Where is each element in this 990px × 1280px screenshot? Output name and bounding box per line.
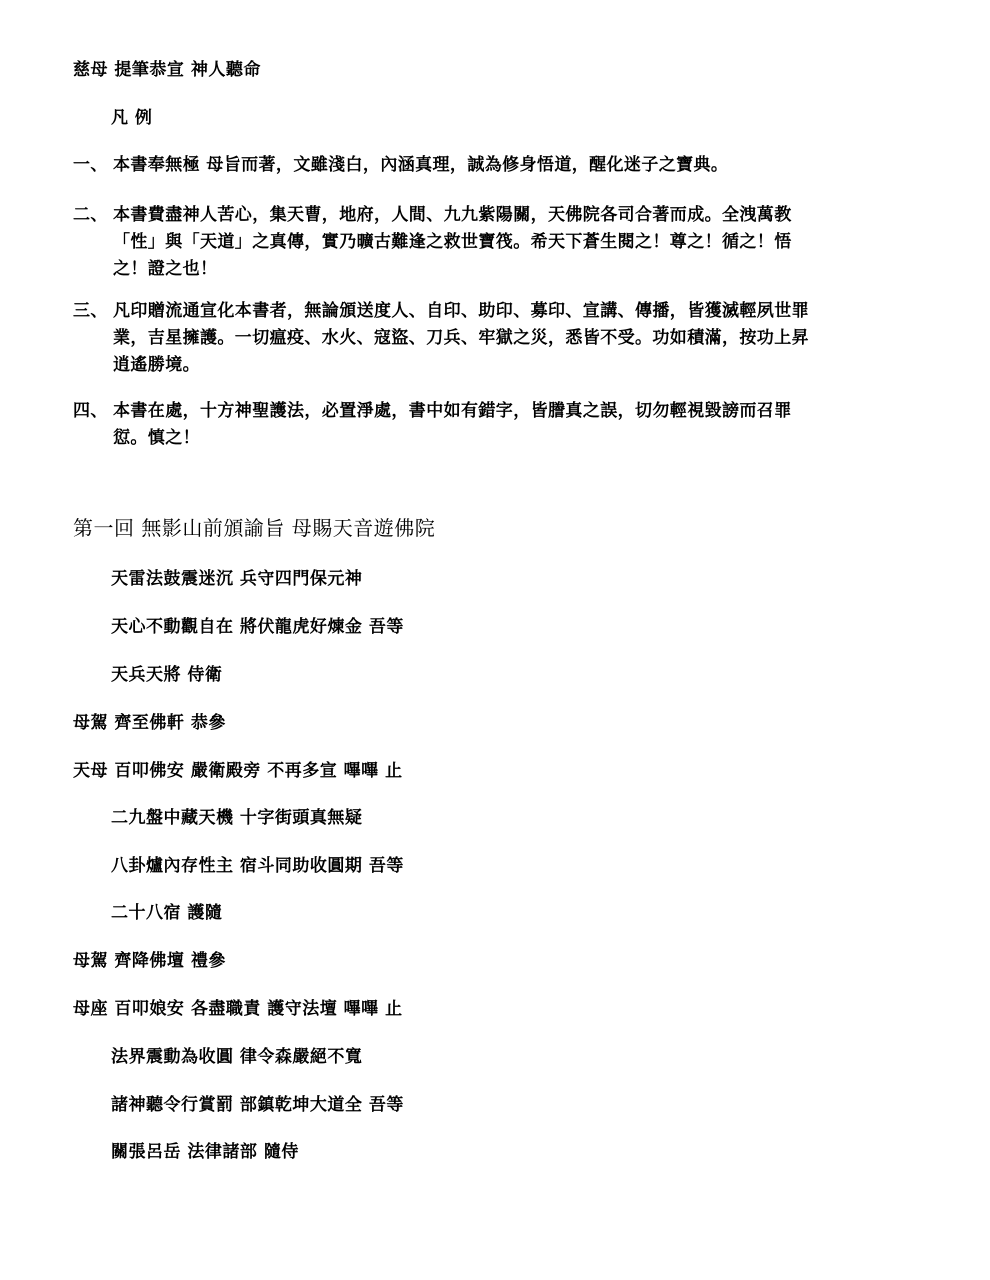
rule-line: 本書費盡神人苦心，集天曹，地府，人間、九九紫陽關，天佛院各司合著而成。全洩萬教 <box>113 205 792 225</box>
rule-line: 本書在處，十方神聖護法，必置淨處，書中如有錯字，皆謄真之誤，切勿輕視毀謗而召罪 <box>113 401 792 421</box>
verse-line: 天心不動觀自在 將伏龍虎好煉金 吾等 <box>111 617 404 637</box>
verse-line: 諸神聽令行賞罰 部鎮乾坤大道全 吾等 <box>111 1095 404 1115</box>
fanli-title: 凡 例 <box>111 108 153 128</box>
verse-line: 母駕 齊至佛軒 恭參 <box>73 713 226 733</box>
rule-item-2 <box>73 202 903 283</box>
verse-line: 關張呂岳 法律諸部 隨侍 <box>111 1142 299 1162</box>
rule-number: 二、 <box>73 205 108 225</box>
verse-line: 天母 百叩佛安 嚴衛殿旁 不再多宣 嗶嗶 止 <box>73 761 403 781</box>
rule-line: 凡印贈流通宣化本書者，無論頒送度人、自印、助印、募印、宣講、傳播，皆獲滅輕夙世罪 <box>113 301 809 321</box>
rule-item-4 <box>73 398 903 452</box>
verse-line: 八卦爐內存性主 宿斗同助收圓期 吾等 <box>111 856 404 876</box>
rule-line: 之！證之也！ <box>113 259 218 279</box>
verse-line: 天雷法鼓震迷沉 兵守四門保元神 <box>111 569 363 589</box>
rule-text <box>73 398 903 452</box>
verse-line: 母座 百叩娘安 各盡職責 護守法壇 嗶嗶 止 <box>73 999 403 1019</box>
rule-number: 一、 <box>73 155 108 175</box>
rule-item-3 <box>73 298 903 379</box>
chapter-title: 第一回 無影山前頒諭旨 母賜天音遊佛院 <box>73 516 436 540</box>
verse-line: 天兵天將 侍衛 <box>111 665 223 685</box>
verse-line: 二十八宿 護隨 <box>111 903 223 923</box>
header-line: 慈母 提筆恭宣 神人聽命 <box>73 60 261 80</box>
verse-line: 二九盤中藏天機 十字街頭真無疑 <box>111 808 363 828</box>
verse-line: 母駕 齊降佛壇 禮參 <box>73 951 226 971</box>
rule-number: 四、 <box>73 401 108 421</box>
rule-number: 三、 <box>73 301 108 321</box>
rule-line: 逍遙勝境。 <box>113 355 200 375</box>
rule-text <box>73 202 903 283</box>
rule-line: 「性」與「天道」之真傳，實乃曠古難逢之救世寶筏。希天下蒼生閱之！尊之！循之！悟 <box>113 232 792 252</box>
rule-text <box>73 152 903 179</box>
rule-line: 愆。慎之！ <box>113 428 200 448</box>
rule-text <box>73 298 903 379</box>
rule-line: 業，吉星擁護。一切瘟疫、水火、寇盜、刀兵、牢獄之災，悉皆不受。功如積滿，按功上昇 <box>113 328 809 348</box>
rule-line: 本書奉無極 母旨而著，文雖淺白，內涵真理，誠為修身悟道，醒化迷子之寶典。 <box>113 155 729 175</box>
verse-line: 法界震動為收圓 律令森嚴絕不寬 <box>111 1047 363 1067</box>
rule-item-1 <box>73 152 903 179</box>
